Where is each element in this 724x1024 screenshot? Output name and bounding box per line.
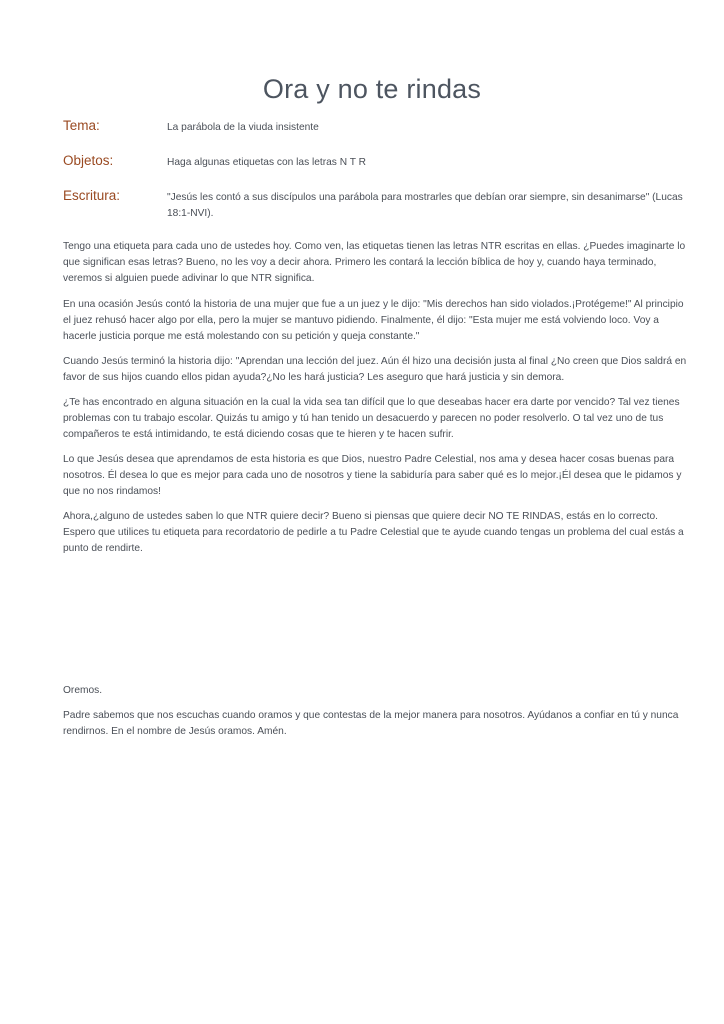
objetos-label: Objetos: (63, 153, 114, 168)
paragraph-jesus-lesson: Cuando Jesús terminó la historia dijo: "Aprendan una lección del juez. Aún él hizo una decisión justa al final ¿No creen que Dios saldrá en favor de sus hijos cuando ellos pidan ayuda?¿No les hará justicia? Les aseguro que hará justicia y sin demora. (63, 356, 687, 383)
objetos-value: Haga algunas etiquetas con las letras N T R (167, 157, 366, 168)
escritura-value: "Jesús les contó a sus discípulos una parábola para mostrarles que debían orar siempre, sin desanimarse" (Lucas 18:1-NVI). (167, 192, 683, 219)
escritura-label: Escritura: (63, 188, 121, 203)
tema-value: La parábola de la viuda insistente (167, 122, 319, 133)
paragraph-ntr-meaning: Ahora,¿alguno de ustedes saben lo que NTR quiere decir? Bueno si piensas que quiere decir NO TE RINDAS, estás en lo correcto. Espero que utilices tu etiqueta para recordatorio de pedirle a tu Padre Celestial que te ayude cuando tengas un problema del cual estás a punto de rendirte. (63, 511, 684, 554)
paragraph-intro: Tengo una etiqueta para cada uno de ustedes hoy. Como ven, las etiquetas tienen las letras NTR escritas en ellas. ¿Puedes imaginarte lo que significan esas letras? Bueno, no les voy a decir ahora. Primero les contará la lección bíblica de hoy y, cuando haya terminado, veremos si alguien puede adivinar lo que NTR significa. (63, 241, 686, 284)
paragraph-prayer: Padre sabemos que nos escuchas cuando oramos y que contestas de la mejor manera para nosotros. Ayúdanos a confiar en tú y nunca rendirnos. En el nombre de Jesús oramos. Amén. (63, 710, 679, 737)
tema-label: Tema: (63, 118, 100, 133)
page-title: Ora y no te rindas (262, 74, 482, 104)
paragraph-oremos: Oremos. (63, 685, 103, 696)
paragraph-god-desires: Lo que Jesús desea que aprendamos de esta historia es que Dios, nuestro Padre Celestial, nos ama y desea hacer cosas buenas para nosotros. Él desea lo que es mejor para cada uno de nosotros y tiene la sabiduría para saber qué es lo mejor.¡Él desea que le pidamos y que no nos rindamos! (63, 454, 682, 497)
paragraph-difficult-situation: ¿Te has encontrado en alguna situación en la cual la vida sea tan difícil que lo que deseabas hacer era darte por vencido? Tal vez tienes problemas con tu trabajo escolar. Quizás tu amigo y tú han tenido un desacuerdo y parecen no poder resolverlo. O tal vez uno de tus compañeros te está intimidando, te está diciendo cosas que te hieren y te hacen sufrir. (63, 397, 680, 440)
paragraph-parable: En una ocasión Jesús contó la historia de una mujer que fue a un juez y le dijo: "Mis derechos han sido violados.¡Protégeme!" Al principio el juez rehusó hacer algo por ella, pero la mujer se mantuvo pidiendo. Finalmente, él dijo: "Esta mujer me está volviendo loco. Voy a hacerle justicia porque me está molestando con su petición y queja constante." (63, 299, 684, 342)
